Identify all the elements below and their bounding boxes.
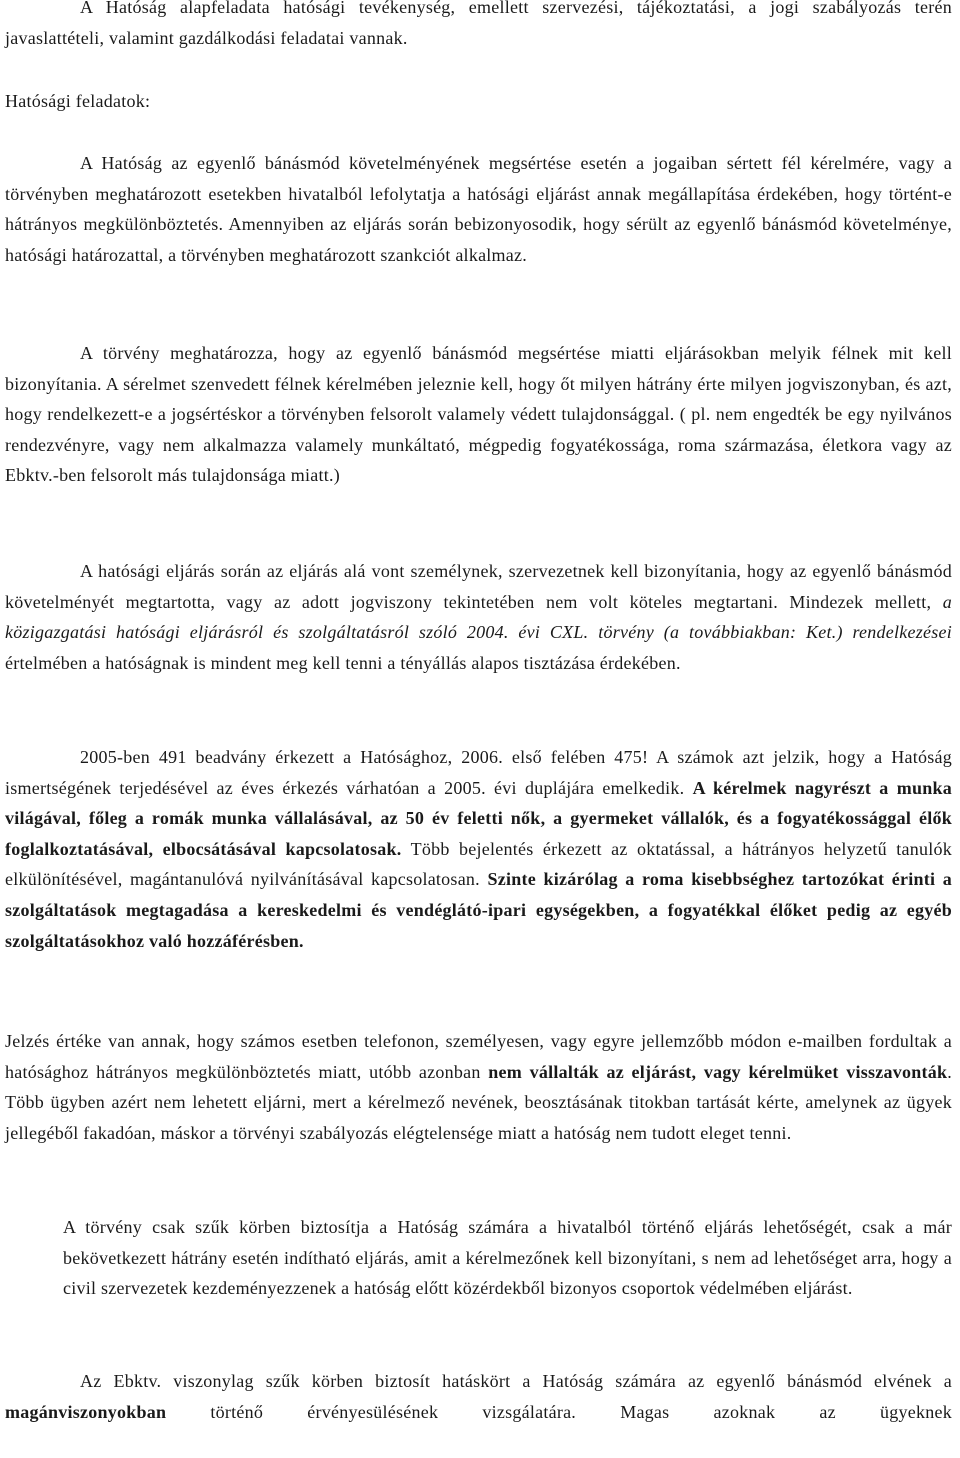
text-span: értelmében a hatóságnak is mindent meg kell tenni a tényállás alapos tisztázása érdekében. [5, 652, 681, 673]
paragraph-burden-of-proof [5, 338, 952, 491]
text-span: A törvény meghatározza, hogy az egyenlő bánásmód megsértése miatti eljárásokban melyik félnek mit kell bizonyítania. A sérelmet szenvedett félnek kérelmében jeleznie kell, hogy őt milyen hátrány érte milyen jogviszonyban, és azt, hogy rendelkezett-e a jogsértéskor a törvényben felsorolt valamely védett tulajdonsággal. ( pl. nem engedték be egy nyilvános rendezvényre, vagy nem alkalmazza valamely munkáltató, mégpedig fogyatékossága, roma származása, életkora vagy az Ebktv.-ben felsorolt más tulajdonsága miatt.) [5, 343, 952, 486]
text-span: . Több ügyben azért nem lehetett eljárni, mert a kérelmező nevének, beosztásának titokban tartását kérte, amelynek az ügyek jellegéből fakadóan, máskor a törvényi szabályozás elégtelensége miatt a hatóság nem tudott eleget tenni. [5, 1061, 952, 1143]
text-span: magánviszonyokban [5, 1401, 167, 1422]
text-span: Szinte kizárólag a roma kisebbséghez tartozókat érinti a szolgáltatások megtagadása a kereskedelmi és vendéglátó-ipari egységekben, a fogyatékkal élőket pedig az egyéb szolgáltatásokhoz való hozzáférésben. [5, 869, 952, 951]
text-span: A kérelmek nagyrészt a munka világával, főleg a romák munka vállalásával, az 50 év feletti nők, a gyermeket vállalók, és a fogyatékossággal élők foglalkoztatásával, elbocsátásával kapcsolatosak. [5, 777, 952, 859]
text-span: A Hatóság az egyenlő bánásmód követelményének megsértése esetén a jogaiban sértett fél kérelmére, vagy a törvényben meghatározott esetekben hivatalból lefolytatja a hatósági eljárást annak megállapítása érdekében, hogy történt-e hátrányos megkülönböztetés. Amennyiben az eljárás során bebizonyosodik, hogy sérült az egyenlő bánásmód követelménye, hatósági határozattal, a törvényben meghatározott szankciót alkalmaz. [5, 153, 952, 265]
text-span: nem vállalták az eljárást, vagy kérelmüket visszavonták [488, 1061, 948, 1082]
text-span: Az Ebktv. viszonylag szűk körben biztosít hatáskört a Hatóság számára az egyenlő bánásmód elvének a [80, 1371, 952, 1391]
text-span: A törvény csak szűk körben biztosítja a Hatóság számára a hivatalból történő eljárás lehetőségét, csak a már bekövetkezett hátrány esetén indítható eljárás, amit a kérelmezőnek kell bizonyítani, s nem ad lehetőséget arra, hogy a civil szervezetek kezdeményezzenek a hatóság előtt közérdekből bizonyos csoportok védelmében eljárást. [63, 1217, 952, 1299]
paragraph-respondent [5, 556, 952, 678]
heading-hatosagi-feladatok [5, 86, 952, 117]
paragraph-signals [5, 1026, 952, 1148]
paragraph-statistics [5, 742, 952, 956]
text-span: A hatósági eljárás során az eljárás alá vont személynek, szervezetnek kell bizonyítania, hogy az egyenlő bánásmód követelményét megtartotta, vagy az adott jogviszony tekintetében nem volt köteles megtartani. Mindezek mellett, [5, 561, 952, 612]
paragraph-procedure [5, 148, 952, 270]
text-span: 2005-ben 491 beadvány érkezett a Hatósághoz, 2006. első felében 475! A számok azt jelzik, hogy a Hatóság ismertségének terjedésével az éves érkezés várhatóan a 2005. évi duplájára emelkedik. [5, 747, 952, 798]
text-span: Hatósági feladatok: [5, 91, 151, 111]
paragraph-ebktv [5, 1366, 952, 1458]
text-span: A Hatóság alapfeladata hatósági tevékenység, emellett szervezési, tájékoztatási, a jogi szabályozás terén javaslattételi, valamint gazdálkodási feladatai vannak. [5, 0, 952, 48]
text-span: Jelzés értéke van annak, hogy számos esetben telefonon, személyesen, vagy egyre jellemzőbb módon e-mailben fordultak a hatósághoz hátrányos megkülönböztetés miatt, utóbb azonban [5, 1031, 952, 1082]
paragraph-limited-powers [63, 1212, 952, 1304]
text-span: Több bejelentés érkezett az oktatással, a hátrányos helyzetű tanulók elkülönítésével, magántanulóvá nyilvánításával kapcsolatosan. [5, 838, 952, 890]
text-span: történő érvényesülésének vizsgálatára. Magas azoknak az ügyeknek [166, 1401, 952, 1422]
text-span: a közigazgatási hatósági eljárásról és szolgáltatásról szóló 2004. évi CXL. törvény (a továbbiakban: Ket.) rendelkezései [5, 591, 952, 643]
paragraph-main-duties [5, 0, 952, 53]
